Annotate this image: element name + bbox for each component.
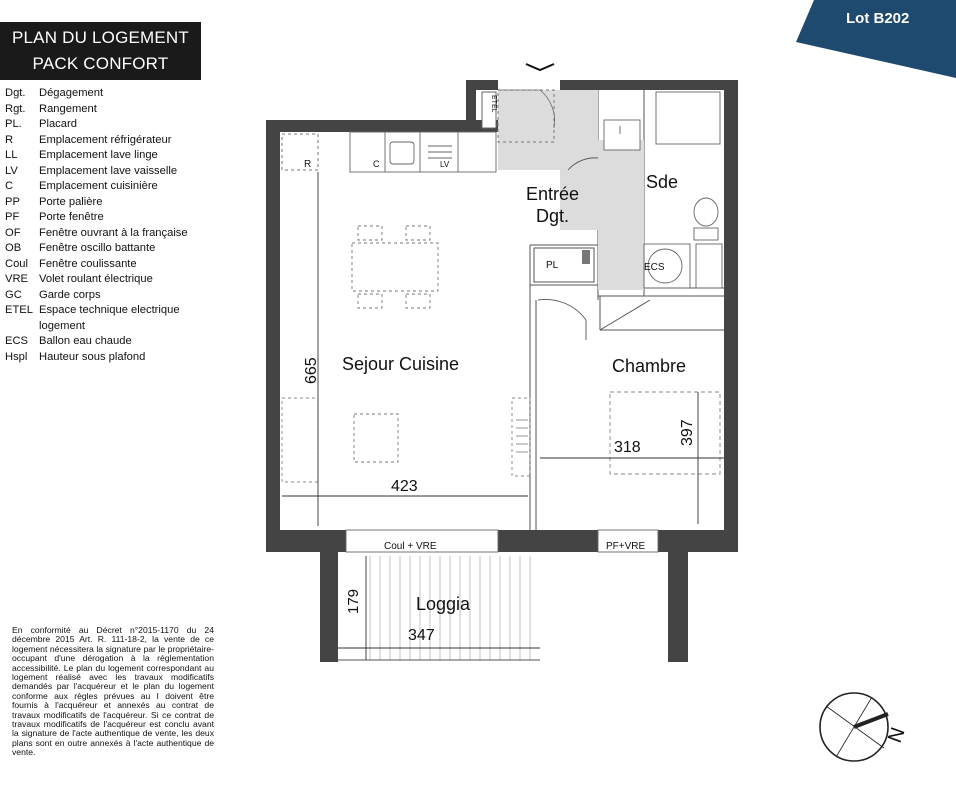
legend-desc: Fenêtre ouvrant à la française bbox=[39, 226, 188, 239]
legend-abbr: LV bbox=[5, 164, 18, 177]
compass-north-label: N bbox=[884, 724, 910, 746]
dimension-lines bbox=[282, 172, 724, 660]
cooker-label: C bbox=[373, 159, 380, 169]
etel-label: ETEL bbox=[490, 95, 497, 113]
legend-desc: Volet roulant électrique bbox=[39, 273, 153, 285]
legend-abbr: OF bbox=[5, 226, 21, 239]
regulatory-notice: En conformité au Décret n°2015-1170 du 24 décembre 2015 Art. R. 111-18-2, la vente de ce logement nécessitera la signature par le propriétaire-occupant d'une dérogation à la réglementation accessibilité. Le plan du logement correspondant au logement réalisé avec les travaux modificatifs demandés par l'acquéreur et le plan du logement conforme aux règles prévues au I doivent être fournis à l'acquéreur et annexés au contrat de travaux modificatifs de l'acquéreur. Si ce contrat de travaux modificatifs de l'acquéreur est conclu avant la signature de l'acte authentique de vente, les deux plans sont en outre annexés à l'acte authentique de vente. bbox=[12, 625, 214, 758]
ecs-label: ECS bbox=[644, 262, 665, 273]
wall-east bbox=[724, 80, 738, 552]
legend-desc: Rangement bbox=[39, 102, 97, 115]
legend-abbr: R bbox=[5, 133, 14, 146]
legend-desc: Porte fenêtre bbox=[39, 211, 104, 223]
wall-north-sejour bbox=[266, 120, 498, 132]
dim-loggia-width: 347 bbox=[408, 627, 435, 644]
legend-desc: Espace technique electrique logement bbox=[39, 304, 180, 332]
sofa bbox=[282, 398, 318, 482]
dim-chambre-width: 318 bbox=[614, 439, 641, 456]
compass bbox=[820, 693, 888, 761]
entry-arrow bbox=[526, 64, 554, 70]
legend-abbr: PF bbox=[5, 211, 20, 223]
wall-north-entry bbox=[560, 80, 730, 90]
legend-abbr: PL. bbox=[5, 118, 22, 130]
lot-label: Lot B202 bbox=[846, 10, 910, 27]
wall-step-vertical bbox=[466, 80, 476, 132]
bed bbox=[610, 392, 720, 474]
legend-abbr: LL bbox=[5, 149, 18, 161]
legend-abbr: Rgt. bbox=[5, 102, 26, 115]
dishwasher-label: LV bbox=[440, 160, 450, 169]
wall-west bbox=[266, 120, 280, 552]
legend-desc: Dégagement bbox=[39, 87, 104, 99]
legend-abbr: Coul bbox=[5, 257, 29, 270]
room-entree: Entrée bbox=[526, 184, 580, 204]
legend-desc: Emplacement réfrigérateur bbox=[39, 133, 172, 146]
legend-abbr: Hspl bbox=[5, 350, 28, 363]
dim-sejour-width: 423 bbox=[391, 478, 418, 495]
legend-desc: Garde corps bbox=[39, 288, 101, 301]
legend-desc: Hauteur sous plafond bbox=[39, 350, 146, 363]
legend-desc: Emplacement lave linge bbox=[39, 149, 158, 161]
room-sde: Sde bbox=[646, 172, 679, 192]
room-sejour: Sejour Cuisine bbox=[342, 354, 460, 374]
legend-abbr: VRE bbox=[5, 273, 29, 285]
fridge-space bbox=[282, 134, 318, 170]
legend-abbr: C bbox=[5, 180, 14, 192]
legend-abbr: Dgt. bbox=[5, 87, 26, 99]
kitchen-counter bbox=[350, 132, 496, 172]
compass-needle bbox=[854, 714, 888, 727]
wall-south-mid bbox=[498, 530, 598, 552]
legend-abbr: GC bbox=[5, 288, 22, 301]
room-entree-dgt: Dgt. bbox=[536, 206, 570, 226]
dining-table bbox=[352, 226, 438, 462]
placard-label: PL bbox=[546, 260, 559, 271]
legend-desc: Emplacement lave vaisselle bbox=[39, 164, 178, 177]
wall-south-right bbox=[658, 530, 738, 552]
wall-south-left bbox=[266, 530, 346, 552]
room-chambre: Chambre bbox=[612, 356, 687, 376]
plan-title: PLAN DU LOGEMENT bbox=[11, 28, 189, 47]
legend-desc: Placard bbox=[39, 118, 77, 130]
legend-desc: Fenêtre oscillo battante bbox=[39, 242, 156, 254]
dim-sejour-height: 665 bbox=[303, 357, 320, 384]
room-loggia: Loggia bbox=[416, 594, 471, 614]
chambre-window-label: PF+VRE bbox=[606, 541, 646, 552]
legend-abbr: ETEL bbox=[5, 304, 33, 316]
legend-desc: Emplacement cuisinière bbox=[39, 180, 158, 192]
fridge-label: R bbox=[304, 159, 312, 170]
sejour-window-label: Coul + VRE bbox=[384, 541, 437, 552]
legend-desc: Porte palière bbox=[39, 195, 103, 208]
loggia-wall-left bbox=[320, 552, 338, 662]
legend-desc: Fenêtre coulissante bbox=[39, 257, 137, 270]
legend-abbr: ECS bbox=[5, 335, 29, 347]
dim-chambre-height: 397 bbox=[679, 419, 696, 446]
legend-abbr: PP bbox=[5, 195, 20, 208]
legend-abbr: OB bbox=[5, 242, 22, 254]
loggia-wall-right bbox=[668, 552, 688, 662]
plan-subtitle: PACK CONFORT bbox=[32, 54, 169, 73]
radiator-sejour bbox=[512, 398, 530, 476]
dim-loggia-height: 179 bbox=[345, 588, 362, 614]
legend-desc: Ballon eau chaude bbox=[39, 335, 132, 347]
